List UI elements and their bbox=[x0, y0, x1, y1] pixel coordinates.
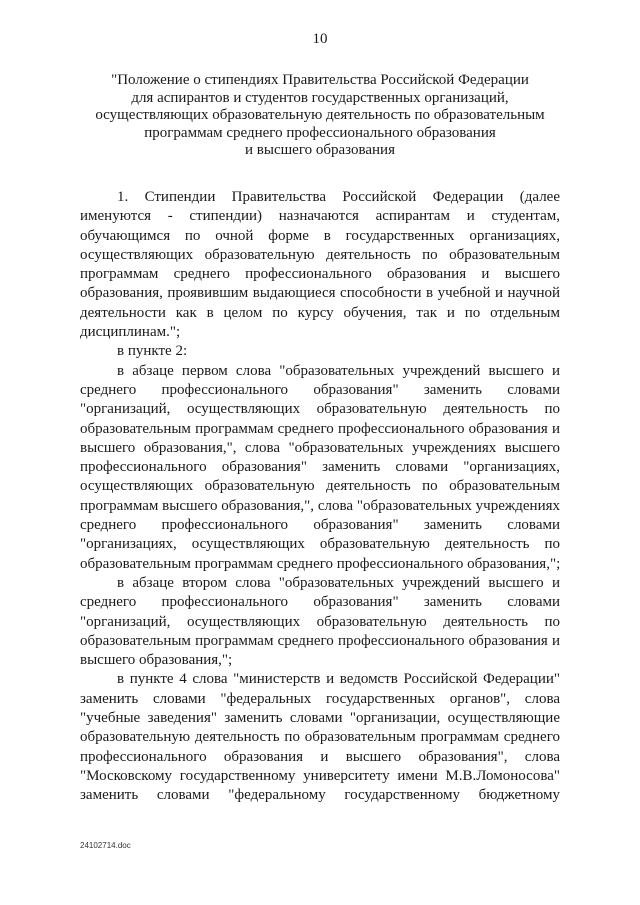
body-line: "организациях, осуществляющих образовательную деятельность по bbox=[80, 536, 560, 553]
body-line: "Московскому государственному университету имени М.В.Ломоносова" bbox=[80, 767, 560, 784]
body-line: осуществляющих образовательную деятельность по образовательным bbox=[80, 246, 560, 263]
body-line: высшего образования,"; bbox=[80, 652, 233, 669]
body-line: заменить словами "федеральному государственному бюджетному bbox=[80, 787, 560, 804]
body-line: в абзаце первом слова "образовательных учреждений высшего и bbox=[117, 362, 560, 379]
body-line: образовательным программам среднего профессионального образования и bbox=[80, 632, 560, 649]
title-line: и высшего образования bbox=[245, 142, 395, 158]
title-line: программам среднего профессионального образования bbox=[144, 124, 496, 141]
footer-filename: 24102714.doc bbox=[80, 841, 131, 850]
body-line: 1. Стипендии Правительства Российской Федерации (далее bbox=[117, 189, 560, 205]
document-title bbox=[80, 72, 560, 160]
title-line: "Положение о стипендиях Правительства Российской Федерации bbox=[111, 72, 529, 88]
body-line: профессионального образования и высшего образования", слова bbox=[80, 748, 560, 765]
document-body bbox=[80, 188, 560, 806]
body-line: дисциплинам."; bbox=[80, 324, 181, 341]
body-line: среднего профессионального образования" заменить словами bbox=[80, 594, 560, 611]
title-line: осуществляющих образовательную деятельность по образовательным bbox=[95, 107, 545, 123]
body-line: образовательную деятельность по образовательным программам среднего bbox=[80, 729, 560, 746]
page-number: 10 bbox=[312, 31, 328, 47]
body-line: высшего образования,", слова "образовательных учреждениях высшего bbox=[80, 439, 560, 456]
body-line: заменить словами "федеральных государственных органов", слова bbox=[80, 690, 560, 707]
body-line: обучающимся по очной форме в государственных организациях, bbox=[80, 227, 560, 244]
body-line: в пункте 4 слова "министерств и ведомств Российской Федерации" bbox=[117, 671, 560, 688]
body-line: в пункте 2: bbox=[117, 343, 188, 360]
body-line: "организаций, осуществляющих образовательную деятельность по bbox=[80, 401, 560, 418]
body-line: среднего профессионального образования" заменить словами bbox=[80, 517, 560, 534]
body-line: образования, проявившим выдающиеся способности в учебной и научной bbox=[80, 285, 560, 302]
body-line: программам высшего образования,", слова "образовательных учреждениях bbox=[80, 497, 560, 514]
title-line: для аспирантов и студентов государственных организаций, bbox=[131, 89, 509, 106]
body-line: именуются - стипендии) назначаются аспирантам и студентам, bbox=[80, 208, 560, 225]
body-line: образовательным программам среднего профессионального образования,"; bbox=[80, 555, 560, 572]
body-line: "учебные заведения" заменить словами "организации, осуществляющие bbox=[80, 710, 560, 727]
body-line: "организаций, осуществляющих образовательную деятельность по bbox=[80, 613, 560, 630]
body-line: программам среднего профессионального образования и высшего bbox=[80, 266, 560, 283]
body-line: образовательным программам среднего профессионального образования и bbox=[80, 420, 560, 437]
body-line: среднего профессионального образования" заменить словами bbox=[80, 381, 560, 398]
body-line: профессионального образования" заменить словами "организациях, bbox=[80, 459, 560, 476]
body-line: осуществляющих образовательную деятельность по образовательным bbox=[80, 478, 560, 495]
body-line: в абзаце втором слова "образовательных учреждений высшего и bbox=[117, 574, 560, 591]
body-line: деятельности как в целом по курсу обучения, так и по отдельным bbox=[80, 304, 560, 321]
